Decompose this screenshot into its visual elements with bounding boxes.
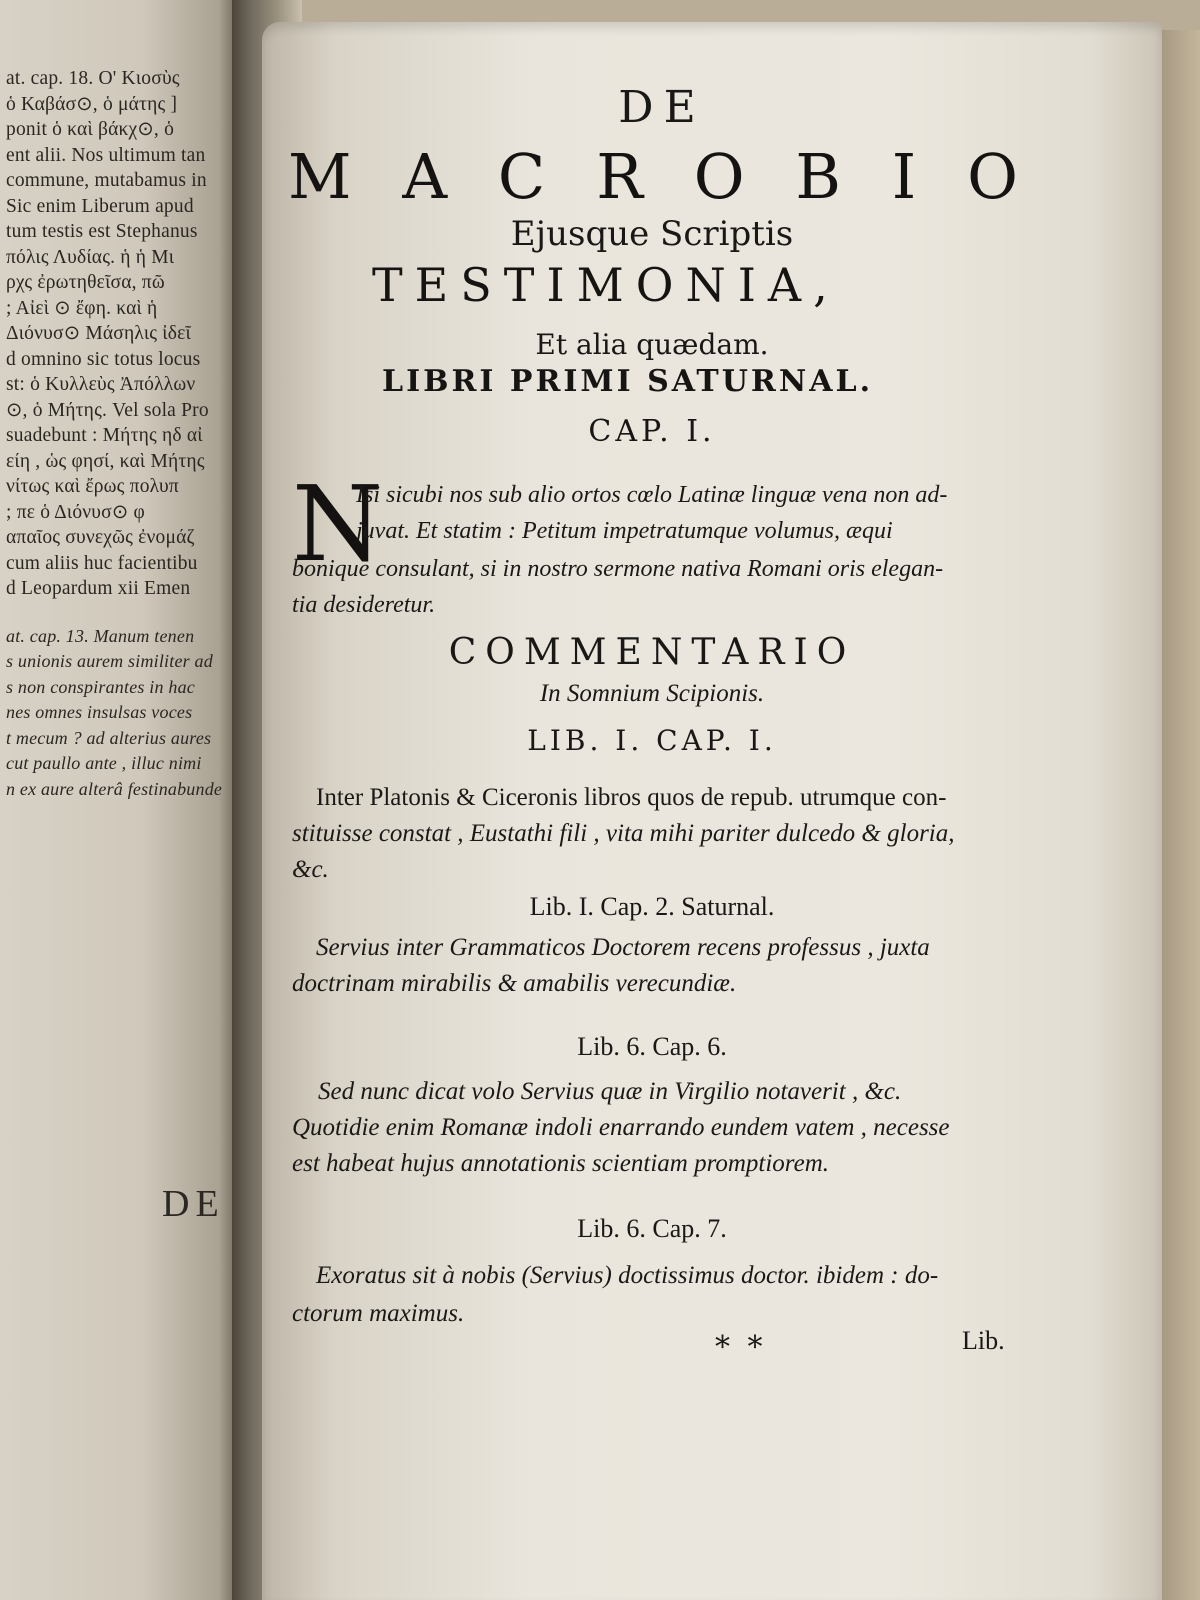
heading-in-somnium: In Somnium Scipionis. <box>539 680 765 707</box>
left-line: at. cap. 18. O' Κιοσὺς <box>6 68 180 89</box>
drop-cap: N <box>292 463 383 585</box>
left-line: ; πε ὁ Διόνυσ⊙ φ <box>6 501 145 523</box>
heading-commentario: COMMENTARIO <box>448 632 856 673</box>
left-line: d omnino sic totus locus <box>6 348 201 370</box>
title-testimonia: TESTIMONIA, <box>372 258 840 312</box>
title-letter: B <box>795 140 841 213</box>
text-line: est habeat hujus annotationis scientiam promptiorem. <box>292 1150 830 1177</box>
left-line: νίτως καὶ ἔρως πολυπ <box>6 476 179 497</box>
subheading: Lib. 6. Cap. 6. <box>577 1032 727 1061</box>
section-heading-libri: LIBRI PRIMI SATURNAL. <box>382 364 874 399</box>
title-letter: O <box>967 140 1018 213</box>
left-line: cum aliis huc facientibu <box>6 552 198 574</box>
left-line: Sic enim Liberum apud <box>6 195 194 217</box>
subtitle: Ejusque Scriptis <box>510 214 794 254</box>
left-page-text <box>6 66 238 802</box>
left-line: ρχς ἐρωτηθεῖσα, πῶ <box>6 272 165 293</box>
left-line: ⊙, ὁ Μήτης. Vel sola Pro <box>6 399 209 421</box>
text-line: stituisse constat , Eustathi fili , vita mihi pariter dulcedo & gloria, <box>292 820 955 847</box>
text-line: doctrinam mirabilis & amabilis verecundiæ. <box>292 970 737 997</box>
left-line-italic: at. cap. 13. Manum tenen <box>6 625 195 646</box>
left-line: απαῖος συνεχῶς ἐνομάζ <box>6 527 195 548</box>
left-line: st: ὁ Κυλλεὺς Ἀπόλλων <box>6 374 196 395</box>
left-page <box>0 0 238 1600</box>
left-line: ; Αἰεὶ ⊙ ἔφη. καὶ ἡ <box>6 297 158 319</box>
left-line-italic: n ex aure alterâ festinabunde <box>6 778 223 799</box>
chapter-heading: CAP. I. <box>588 414 716 449</box>
left-catchword: DE <box>162 1183 225 1225</box>
text-line: juvat. Et statim : Petitum impetratumque volumus, æqui <box>356 518 893 544</box>
left-line: tum testis est Stephanus <box>6 221 198 242</box>
left-line: είη , ὡς φησί, καὶ Μήτης <box>6 450 205 472</box>
title-letter: I <box>891 140 917 213</box>
title-de: DE <box>618 82 706 133</box>
left-line: ponit ὁ καὶ βάκχ⊙, ὁ <box>6 119 175 140</box>
text-line: Quotidie enim Romanæ indoli enarrando eundem vatem , necesse <box>292 1114 950 1141</box>
left-line-italic: cut paullo ante , illuc nimi <box>6 753 202 773</box>
text-line: ctorum maximus. <box>292 1300 465 1327</box>
left-line-italic: s non conspirantes in hac <box>6 676 195 697</box>
signature-mark: * * <box>715 1330 767 1365</box>
title-macrobio <box>288 140 1018 213</box>
left-line-italic: s unionis aurem similiter ad <box>6 651 213 671</box>
text-line: Isi sicubi nos sub alio ortos cœlo Latinæ linguæ vena non ad- <box>356 482 948 508</box>
title-letter: C <box>497 140 546 213</box>
left-line: πόλις Λυδίας. ἡ ἡ Μι <box>6 246 175 268</box>
text-line: tia desideretur. <box>292 592 436 618</box>
title-letter: R <box>596 140 643 213</box>
text-line: bonique consulant, si in nostro sermone nativa Romani oris elegan- <box>292 556 944 582</box>
text-line: Servius inter Grammaticos Doctorem recens professus , juxta <box>316 934 930 961</box>
left-line: Διόνυσ⊙ Μάσηλις ἰδεῖ <box>6 323 191 344</box>
left-line: ent alii. Nos ultimum tan <box>6 144 206 166</box>
left-line: suadebunt : Μήτης ηδ αἰ <box>6 425 203 446</box>
heading-lib-cap: LIB. I. CAP. I. <box>527 724 777 757</box>
text-line: Sed nunc dicat volo Servius quæ in Virgilio notaverit , &c. <box>318 1078 902 1105</box>
title-letter: A <box>402 140 448 213</box>
text-line: Exoratus sit à nobis (Servius) doctissimus doctor. ibidem : do- <box>316 1262 939 1289</box>
title-letter: O <box>693 140 745 213</box>
left-line: ὁ Καβάσ⊙, ὁ μάτης ] <box>6 93 178 115</box>
text-line: &c. <box>292 856 329 883</box>
et-alia-line: Et alia quædam. <box>535 328 769 361</box>
left-line: d Leopardum xii Emen <box>6 578 191 599</box>
left-line: commune, mutabamus in <box>6 170 207 191</box>
left-line-italic: t mecum ? ad alterius aures <box>6 727 212 748</box>
catchword: Lib. <box>962 1326 1005 1355</box>
left-line-italic: nes omnes insulsas voces <box>6 702 193 722</box>
text-line: Inter Platonis & Ciceronis libros quos de repub. utrumque con- <box>316 784 947 811</box>
title-letter: M <box>288 140 352 213</box>
subheading: Lib. 6. Cap. 7. <box>577 1214 727 1243</box>
subheading: Lib. I. Cap. 2. Saturnal. <box>529 892 775 921</box>
